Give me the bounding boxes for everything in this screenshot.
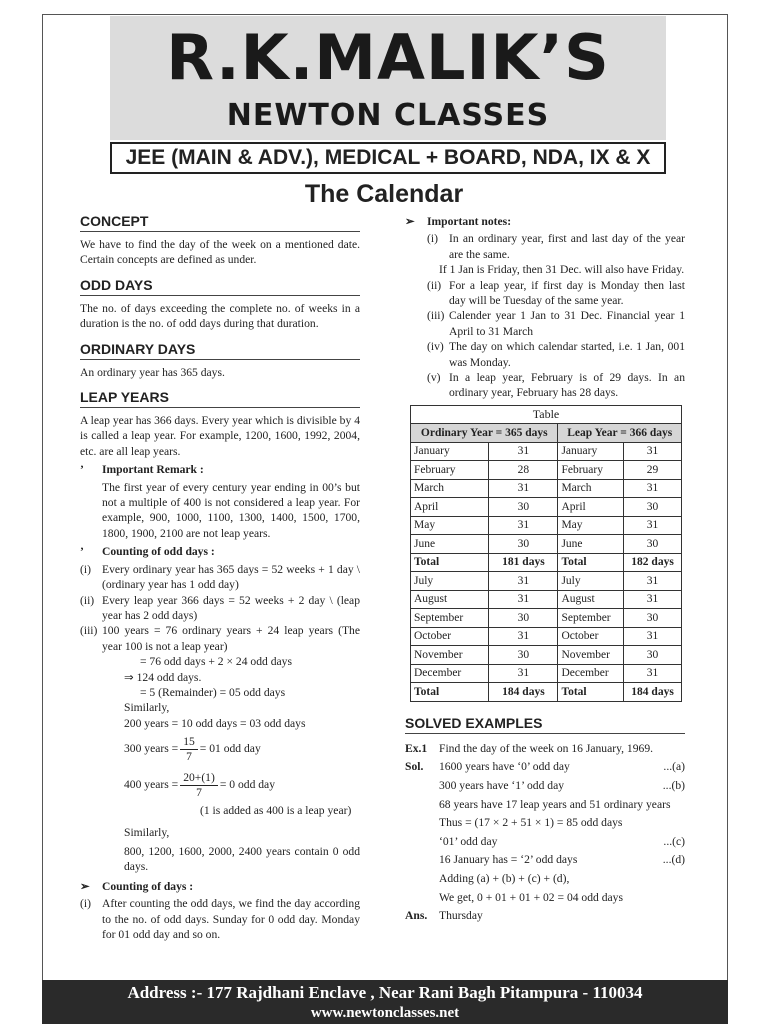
days-cell: 31 (624, 627, 682, 646)
month-cell: December (558, 664, 624, 683)
table-row (411, 627, 682, 646)
fraction: $\frac{20+(1)}{7}$ (180, 771, 218, 800)
footer-bar (42, 980, 728, 1024)
days-cell: 31 (624, 516, 682, 535)
table-body (411, 442, 682, 701)
days-cell: 29 (624, 461, 682, 480)
table-row (411, 646, 682, 665)
days-cell: 28 (489, 461, 558, 480)
days-cell: 31 (489, 479, 558, 498)
list-item: (i) After counting the odd days, we find the day according to the no. of odd days. Sunday for 0 odd day. Monday for 01 odd day and so on. (80, 897, 360, 941)
days-cell: 31 (489, 442, 558, 461)
table-row (411, 572, 682, 591)
equation-line: 200 years = 10 odd days = 03 odd days (124, 716, 306, 730)
table-row (411, 683, 682, 702)
fraction: $\frac{15}{7}$ (180, 735, 198, 764)
month-cell: December (411, 664, 489, 683)
days-cell: 30 (624, 646, 682, 665)
odd-days-heading: ODD DAYS (80, 276, 360, 296)
month-cell: October (411, 627, 489, 646)
notes-heading-label: Important notes: (427, 215, 512, 228)
month-cell: November (558, 646, 624, 665)
century-text: 800, 1200, 1600, 2000, 2400 years contain 0 odd days. (124, 844, 360, 874)
days-cell: 30 (624, 609, 682, 628)
leap-years-text: A leap year has 366 days. Every year which is divisible by 4 is called a leap year. For example, 1200, 1600, 1992, 2004, etc. are all leap years. (80, 414, 360, 458)
table-row (411, 535, 682, 554)
table-row (411, 479, 682, 498)
list-item: (ii) Every leap year 366 days = 52 weeks + 2 day \ (leap year has 2 odd days) (80, 593, 360, 622)
days-cell: 182 days (624, 553, 682, 572)
month-cell: May (558, 516, 624, 535)
month-cell: Total (411, 553, 489, 572)
institute-subtitle: NEWTON CLASSES (226, 98, 550, 133)
table-row (411, 664, 682, 683)
counting-days-heading-label: Counting of days : (102, 879, 194, 893)
month-cell: May (411, 516, 489, 535)
answer-label: Ans. (405, 909, 428, 923)
month-cell: Total (558, 683, 624, 702)
month-cell: February (411, 461, 489, 480)
month-cell: October (558, 627, 624, 646)
table-row (411, 498, 682, 517)
days-cell: 31 (624, 590, 682, 609)
footer-address: Address :- 177 Rajdhani Enclave , Near Rani Bagh Pitampura - 110034 (127, 983, 643, 1002)
days-cell: 31 (624, 479, 682, 498)
counting-odd-days-heading (80, 544, 360, 559)
odd-days-text: The no. of days exceeding the complete no. of weeks in a duration is the no. of odd days during that duration. (80, 301, 360, 331)
fraction-400-row: 400 years = $\frac{20+(1)}{7}$ = 0 odd day (124, 770, 276, 799)
solution-row: 300 years have ‘1’ odd day ...(b) (439, 779, 685, 793)
leap-year-header: Leap Year = 366 days (558, 424, 682, 443)
note-item: (iv) The day on which calendar started, i.e. 1 Jan, 001 was Monday. (427, 340, 685, 369)
leap-note: (1 is added as 400 is a leap year) (200, 804, 352, 818)
solution-row: 16 January has = ‘2’ odd days ...(d) (439, 853, 685, 867)
arrow-bullet-icon: ➢ (80, 879, 90, 893)
month-cell: March (558, 479, 624, 498)
concept-heading: CONCEPT (80, 212, 360, 232)
solution-row: 68 years have 17 leap years and 51 ordinary years (439, 797, 671, 811)
arrow-bullet-icon: ➢ (405, 215, 415, 228)
month-cell: July (558, 572, 624, 591)
list-item: (iii) 100 years = 76 ordinary years + 24 leap years (The year 100 is not a leap year) (80, 624, 360, 653)
days-cell: 31 (489, 664, 558, 683)
days-cell: 30 (624, 535, 682, 554)
days-cell: 31 (489, 627, 558, 646)
solution-label: Sol. (405, 760, 424, 774)
right-column (405, 214, 685, 926)
days-cell: 184 days (624, 683, 682, 702)
example-row (405, 740, 685, 759)
month-cell: June (411, 535, 489, 554)
month-cell: April (558, 498, 624, 517)
solution-row: Thus = (17 × 2 + 51 × 1) = 85 odd days (439, 816, 623, 830)
solved-examples-heading: SOLVED EXAMPLES (405, 714, 685, 734)
month-cell: Total (558, 553, 624, 572)
month-cell: September (558, 609, 624, 628)
month-cell: February (558, 461, 624, 480)
answer-row (405, 907, 685, 926)
exam-list-box: JEE (MAIN & ADV.), MEDICAL + BOARD, NDA, IX & X (110, 142, 666, 174)
important-notes-heading (405, 214, 685, 229)
remark-heading-label: Important Remark : (102, 463, 204, 477)
important-remark-heading (80, 462, 360, 477)
month-days-table (410, 405, 682, 702)
month-cell: Total (411, 683, 489, 702)
concept-text: We have to find the day of the week on a mentioned date. Certain concepts are defined as under. (80, 238, 360, 267)
leap-years-heading: LEAP YEARS (80, 388, 360, 408)
table-caption: Table (411, 405, 682, 424)
note-extra: If 1 Jan is Friday, then 31 Dec. will also have Friday. (439, 263, 685, 277)
table-row (411, 553, 682, 572)
list-item: (i) Every ordinary year has 365 days = 52 weeks + 1 day \ (ordinary year has 1 odd day) (80, 562, 360, 592)
month-cell: January (558, 442, 624, 461)
footer-website-link[interactable]: www.newtonclasses.net (310, 1005, 460, 1021)
bullet-marker: ’ (80, 545, 84, 559)
remark-text: The first year of every century year ending in 00’s but not a multiple of 400 is not considered a leap year. For example, 900, 1000, 1100, 1300, 1400, 1500, 1700, 1800, 1900, 2100 are not leap years. (102, 480, 360, 540)
note-item: (i) In an ordinary year, first and last day of the year are the same. (427, 232, 685, 261)
solved-example (405, 740, 685, 926)
month-cell: April (411, 498, 489, 517)
days-cell: 30 (489, 535, 558, 554)
days-cell: 184 days (489, 683, 558, 702)
equation-line: ⇒ 124 odd days. (124, 670, 202, 684)
note-item: (v) In a leap year, February is of 29 days. In an ordinary year, February has 28 days. (427, 371, 685, 400)
table-row (411, 461, 682, 480)
days-cell: 30 (489, 498, 558, 517)
days-cell: 31 (489, 572, 558, 591)
solution-row: ‘01’ odd day ...(c) (439, 834, 685, 848)
month-cell: September (411, 609, 489, 628)
days-cell: 31 (624, 664, 682, 683)
solution-row: Adding (a) + (b) + (c) + (d), (439, 872, 570, 886)
left-column (80, 212, 360, 942)
bullet-marker: ’ (80, 463, 84, 477)
equation-line: = 5 (Remainder) = 05 odd days (140, 685, 286, 699)
table-row (411, 442, 682, 461)
table-row (411, 609, 682, 628)
note-item: (iii) Calender year 1 Jan to 31 Dec. Financial year 1 April to 31 March (427, 309, 685, 338)
month-cell: November (411, 646, 489, 665)
days-cell: 31 (489, 516, 558, 535)
counting-days-heading (80, 879, 360, 894)
answer-value: Thursday (439, 909, 483, 923)
month-cell: August (558, 590, 624, 609)
example-question: Find the day of the week on 16 January, 1969. (439, 741, 654, 755)
document-title: The Calendar (304, 180, 464, 208)
ordinary-year-header: Ordinary Year = 365 days (411, 424, 558, 443)
days-cell: 30 (489, 609, 558, 628)
equation-line: = 76 odd days + 2 × 24 odd days (140, 655, 292, 669)
days-cell: 31 (624, 442, 682, 461)
days-cell: 30 (489, 646, 558, 665)
days-cell: 30 (624, 498, 682, 517)
institute-name: R.K.MALIK’S (166, 21, 610, 94)
month-cell: June (558, 535, 624, 554)
ordinary-days-text: An ordinary year has 365 days. (80, 365, 225, 379)
month-cell: January (411, 442, 489, 461)
similarly-text: Similarly, (124, 701, 170, 715)
solution-row: We get, 0 + 01 + 01 + 02 = 04 odd days (439, 890, 623, 904)
counting-odd-heading-label: Counting of odd days : (102, 545, 215, 559)
similarly-text: Similarly, (124, 825, 170, 839)
note-item: (ii) For a leap year, if first day is Monday then last day will be Tuesday of the same year. (427, 278, 685, 308)
table-row (411, 590, 682, 609)
example-label: Ex.1 (405, 741, 428, 755)
table-row (411, 516, 682, 535)
days-cell: 31 (624, 572, 682, 591)
month-cell: March (411, 479, 489, 498)
days-cell: 181 days (489, 553, 558, 572)
days-cell: 31 (489, 590, 558, 609)
month-cell: July (411, 572, 489, 591)
ordinary-days-heading: ORDINARY DAYS (80, 340, 360, 360)
solution-row: Sol. 1600 years have ‘0’ odd day ...(a) (405, 758, 685, 777)
fraction-300-row: 300 years = $\frac{15}{7}$ = 01 odd day (124, 734, 261, 763)
month-cell: August (411, 590, 489, 609)
